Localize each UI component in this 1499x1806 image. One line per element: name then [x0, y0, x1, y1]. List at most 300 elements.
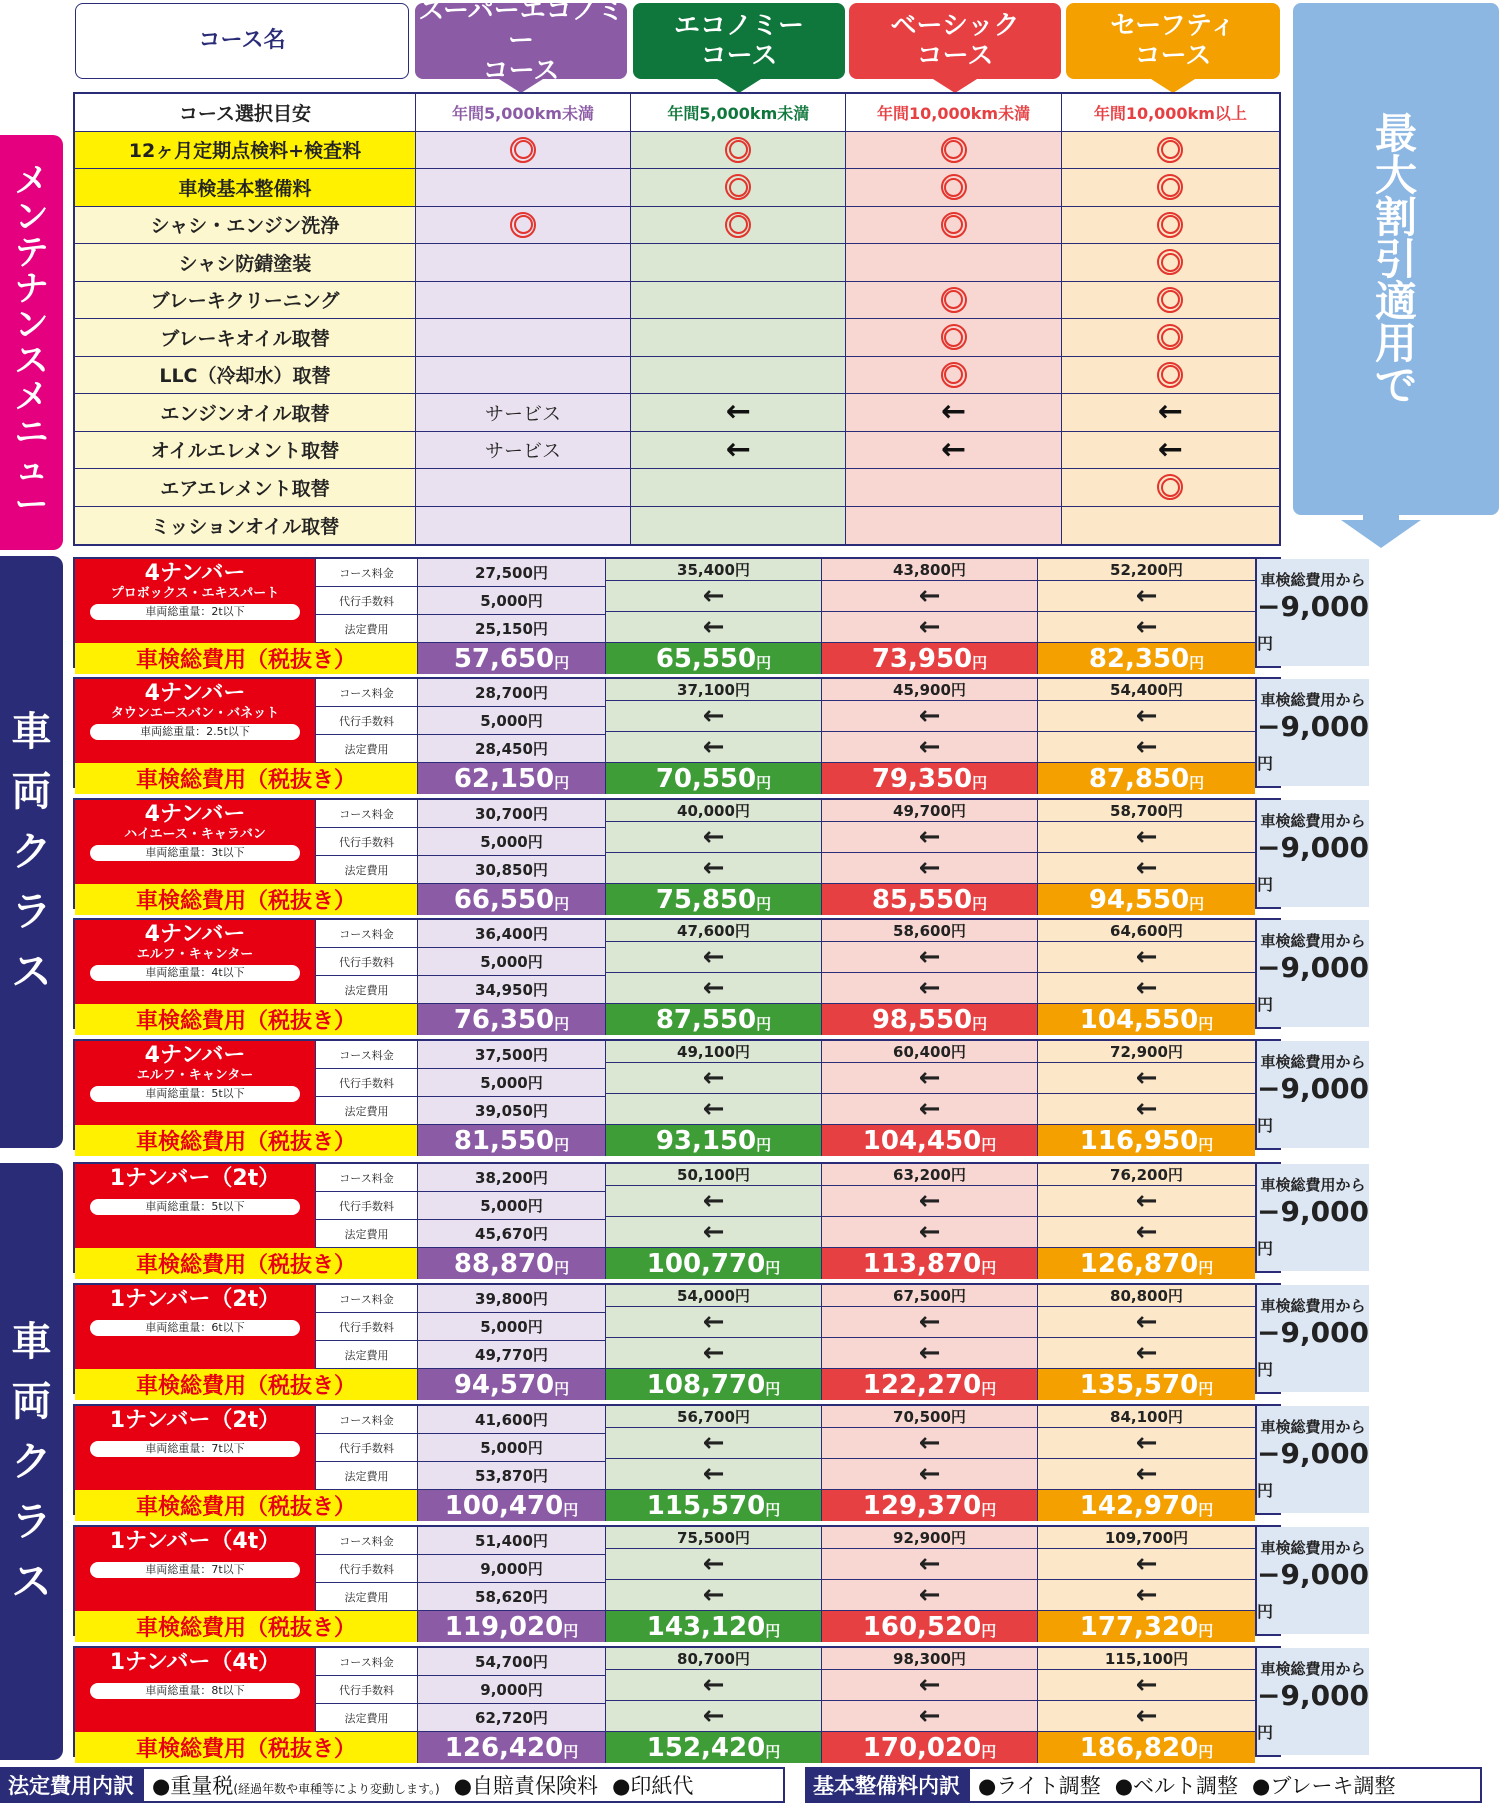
price-columns: [417, 1164, 1255, 1248]
price-column: [605, 559, 821, 643]
price-area: [75, 1527, 1255, 1642]
maintenance-row: [75, 507, 1279, 545]
row-header: 法定費用: [316, 735, 417, 763]
same-as-left-arrow-icon: ←: [606, 973, 821, 1004]
total-price: [1037, 1732, 1255, 1763]
double-circle-icon: [941, 287, 967, 313]
discount-cell: [1255, 1285, 1369, 1392]
total-price: [417, 1125, 605, 1156]
legal-item-weight-tax: ●重量税(経過年数や車種等により変動します。): [152, 1774, 440, 1798]
double-circle-icon: [1157, 474, 1183, 500]
row-header: コース料金: [316, 559, 417, 587]
total-amount: 70,550: [655, 763, 757, 794]
yen-unit: 円: [972, 895, 988, 913]
included-mark: [846, 207, 1061, 244]
same-as-left: [1062, 432, 1279, 469]
price-column: [1037, 920, 1255, 1004]
row-headers: [315, 559, 417, 643]
same-as-left-arrow-icon: ←: [1038, 1063, 1255, 1094]
total-amount: 93,150: [655, 1125, 757, 1156]
price-column: [417, 1285, 605, 1369]
row-headers: [315, 1527, 417, 1611]
banner-char: で: [1374, 361, 1417, 410]
row-headers: [315, 920, 417, 1004]
course-fee: 45,900円: [822, 679, 1037, 701]
included-mark: [846, 169, 1061, 206]
row-header: 代行手数料: [316, 828, 417, 856]
maintenance-item-label: LLC（冷却水）取替: [75, 357, 416, 394]
discount-amount: −9,000円: [1257, 590, 1370, 653]
price-column: [821, 1527, 1037, 1611]
price-column: [605, 1041, 821, 1125]
yen-unit: 円: [1198, 1380, 1214, 1398]
same-as-left-arrow-icon: ←: [606, 1186, 821, 1217]
double-circle-icon: [1157, 287, 1183, 313]
course-fee: 76,200円: [1038, 1164, 1255, 1186]
price-column: [417, 1648, 605, 1732]
maintenance-item-label: コース選択目安: [75, 94, 416, 131]
course-fee: 51,400円: [418, 1527, 605, 1555]
same-as-left-arrow-icon: ←: [606, 1549, 821, 1580]
total-price: [605, 643, 821, 674]
vehicle-title: 1ナンバー（2t）: [109, 1166, 281, 1191]
price-area: [75, 1164, 1255, 1279]
included-mark: [1062, 282, 1279, 319]
total-label: 車検総費用（税抜き）: [75, 643, 417, 674]
vehicle-price-block: [73, 1039, 1370, 1156]
same-as-left-arrow-icon: ←: [1038, 942, 1255, 973]
course-guide: 年間10,000km以上: [1062, 94, 1279, 131]
total-amount: 135,570: [1079, 1369, 1199, 1400]
row-header: 法定費用: [316, 1220, 417, 1248]
course-fee: 47,600円: [606, 920, 821, 942]
price-column: [417, 800, 605, 884]
row-header: コース料金: [316, 1406, 417, 1434]
agency-fee: 5,000円: [418, 1192, 605, 1220]
total-label: 車検総費用（税抜き）: [75, 1369, 417, 1400]
legal-fee: 28,450円: [418, 735, 605, 763]
double-circle-icon: [725, 137, 751, 163]
course-fee: 36,400円: [418, 920, 605, 948]
total-amount: 104,450: [862, 1125, 982, 1156]
double-circle-icon: [1157, 249, 1183, 275]
course-fee: 64,600円: [1038, 920, 1255, 942]
maintenance-row: [75, 94, 1279, 132]
price-rows: [75, 1164, 1255, 1248]
agency-fee: 5,000円: [418, 1069, 605, 1097]
double-circle-icon: [725, 174, 751, 200]
yen-unit: 円: [554, 1380, 570, 1398]
discount-cell: [1255, 679, 1369, 786]
discount-amount: −9,000円: [1257, 951, 1370, 1014]
price-column: [605, 1406, 821, 1490]
yen-unit: 円: [554, 895, 570, 913]
total-label: 車検総費用（税抜き）: [75, 1125, 417, 1156]
price-column: [417, 1406, 605, 1490]
vehicle-models: ハイエース・キャラバン: [124, 827, 266, 842]
empty-cell: [631, 319, 846, 356]
total-price: [417, 1611, 605, 1642]
price-column: [821, 1041, 1037, 1125]
same-as-left-arrow-icon: ←: [606, 1217, 821, 1248]
yen-unit: 円: [563, 1743, 579, 1761]
same-as-left-arrow-icon: ←: [822, 1338, 1037, 1369]
vehicle-models: プロボックス・エキスパート: [110, 586, 280, 601]
price-columns: [417, 559, 1255, 643]
total-amount: 186,820: [1079, 1732, 1199, 1763]
same-as-left-arrow-icon: ←: [1038, 1307, 1255, 1338]
same-as-left-arrow-icon: ←: [822, 1428, 1037, 1459]
same-as-left-arrow-icon: ←: [1038, 1580, 1255, 1611]
same-as-left-arrow-icon: ←: [822, 1217, 1037, 1248]
course-name-line2: コース: [482, 56, 560, 86]
total-label: 車検総費用（税抜き）: [75, 1611, 417, 1642]
included-mark: [1062, 469, 1279, 506]
total-price: [417, 1732, 605, 1763]
price-column: [417, 679, 605, 763]
double-circle-icon: [941, 174, 967, 200]
course-fee: 39,800円: [418, 1285, 605, 1313]
same-as-left-arrow-icon: ←: [822, 1459, 1037, 1490]
discount-cell: [1255, 800, 1369, 907]
course-header-2: [849, 3, 1061, 79]
discount-amount: −9,000円: [1257, 1558, 1370, 1621]
total-amount: 170,020: [862, 1732, 982, 1763]
total-row: [75, 1611, 1255, 1642]
price-columns: [417, 1648, 1255, 1732]
total-amount: 88,870: [453, 1248, 555, 1279]
same-as-left-arrow-icon: ←: [606, 1307, 821, 1338]
course-fee: 40,000円: [606, 800, 821, 822]
course-name-line2: コース: [916, 41, 994, 71]
same-as-left-arrow-icon: ←: [1038, 822, 1255, 853]
legal-fee: 49,770円: [418, 1341, 605, 1369]
price-rows: [75, 559, 1255, 643]
double-circle-icon: [1157, 324, 1183, 350]
same-as-left-arrow-icon: ←: [822, 1063, 1037, 1094]
same-as-left-arrow-icon: ←: [822, 1701, 1037, 1732]
yen-unit: 円: [554, 654, 570, 672]
total-price: [605, 1248, 821, 1279]
yen-unit: 円: [554, 1015, 570, 1033]
vehicle-price-block: [73, 1162, 1370, 1279]
total-price: [1037, 643, 1255, 674]
yen-unit: 円: [981, 1743, 997, 1761]
price-rows: [75, 920, 1255, 1004]
total-amount: 122,270: [862, 1369, 982, 1400]
discount-amount: −9,000円: [1257, 831, 1370, 894]
discount-text: 車検総費用から: [1260, 812, 1366, 830]
total-amount: 129,370: [862, 1490, 982, 1521]
same-as-left-arrow-icon: ←: [822, 1094, 1037, 1125]
total-label: 車検総費用（税抜き）: [75, 1732, 417, 1763]
banner-down-arrow-icon: [1341, 520, 1421, 548]
sidebar-char: ラ: [11, 889, 52, 935]
yen-unit: 円: [1198, 1622, 1214, 1640]
maintenance-row: [75, 432, 1279, 470]
vehicle-weight: 車両総重量：8t以下: [90, 1683, 300, 1699]
maintenance-item-label: ブレーキオイル取替: [75, 319, 416, 356]
vehicle-title: 4ナンバー: [144, 1043, 246, 1068]
vehicle-title: 1ナンバー（2t）: [109, 1408, 281, 1433]
discount-cell: [1255, 1648, 1369, 1755]
course-fee: 35,400円: [606, 559, 821, 581]
legal-fee-breakdown: [0, 1767, 785, 1803]
yen-unit: 円: [981, 1136, 997, 1154]
price-area: [75, 1648, 1255, 1763]
vehicle-title: 4ナンバー: [144, 681, 246, 706]
course-fee: 43,800円: [822, 559, 1037, 581]
same-as-left-arrow-icon: ←: [822, 581, 1037, 612]
double-circle-icon: [510, 212, 536, 238]
total-amount: 115,570: [646, 1490, 766, 1521]
banner-char: 割: [1374, 193, 1417, 242]
discount-text: 車検総費用から: [1260, 932, 1366, 950]
vehicle-weight: 車両総重量：7t以下: [90, 1441, 300, 1457]
included-mark: [631, 169, 846, 206]
price-column: [1037, 679, 1255, 763]
total-price: [417, 763, 605, 794]
discount-text: 車検総費用から: [1260, 1418, 1366, 1436]
vehicle-weight: 車両総重量：4t以下: [90, 965, 300, 981]
total-price: [821, 643, 1037, 674]
row-header: 代行手数料: [316, 1313, 417, 1341]
agency-fee: 9,000円: [418, 1555, 605, 1583]
maintenance-item-label: シャシ・エンジン洗浄: [75, 207, 416, 244]
total-amount: 177,320: [1079, 1611, 1199, 1642]
sidebar-char: メ: [14, 376, 49, 417]
price-rows: [75, 1648, 1255, 1732]
legal-fee-label: 法定費用内訳: [0, 1767, 142, 1803]
price-column: [417, 559, 605, 643]
course-fee: 67,500円: [822, 1285, 1037, 1307]
price-column: [417, 1527, 605, 1611]
total-amount: 65,550: [655, 643, 757, 674]
included-mark: [631, 132, 846, 169]
same-as-left-arrow-icon: ←: [1038, 1549, 1255, 1580]
service-text: サービス: [416, 432, 631, 469]
total-label: 車検総費用（税抜き）: [75, 1248, 417, 1279]
same-as-left: [1062, 394, 1279, 431]
total-amount: 108,770: [646, 1369, 766, 1400]
agency-fee: 5,000円: [418, 587, 605, 615]
banner-char: 用: [1374, 319, 1417, 368]
empty-cell: [416, 507, 631, 545]
vehicle-price-block: [73, 1646, 1370, 1763]
row-header: 代行手数料: [316, 948, 417, 976]
price-area: [75, 559, 1255, 674]
same-as-left-arrow-icon: ←: [1038, 701, 1255, 732]
total-amount: 94,550: [1088, 884, 1190, 915]
row-header: 法定費用: [316, 856, 417, 884]
price-column: [605, 920, 821, 1004]
total-row: [75, 643, 1255, 674]
row-headers: [315, 1285, 417, 1369]
row-header: 法定費用: [316, 1097, 417, 1125]
vehicle-title: 1ナンバー（4t）: [109, 1529, 281, 1554]
sidebar-char: ク: [11, 829, 52, 875]
total-row: [75, 1125, 1255, 1156]
total-amount: 119,020: [444, 1611, 564, 1642]
same-as-left-arrow-icon: ←: [1038, 612, 1255, 643]
yen-unit: 円: [765, 1259, 781, 1277]
double-circle-icon: [510, 137, 536, 163]
price-columns: [417, 1041, 1255, 1125]
banner-char: 大: [1374, 151, 1417, 200]
empty-cell: [631, 507, 846, 545]
yen-unit: 円: [981, 1501, 997, 1519]
vehicle-title: 4ナンバー: [144, 802, 246, 827]
price-column: [1037, 1041, 1255, 1125]
row-header: 代行手数料: [316, 1434, 417, 1462]
course-fee: 50,100円: [606, 1164, 821, 1186]
yen-unit: 円: [563, 1622, 579, 1640]
same-as-left-arrow-icon: ←: [606, 1701, 821, 1732]
total-price: [821, 1125, 1037, 1156]
row-header: 法定費用: [316, 1704, 417, 1732]
total-amount: 160,520: [862, 1611, 982, 1642]
course-header-1: [633, 3, 845, 79]
empty-cell: [631, 357, 846, 394]
basic-maintenance-label: 基本整備料内訳: [805, 1767, 968, 1803]
course-fee: 49,700円: [822, 800, 1037, 822]
double-circle-icon: [1157, 212, 1183, 238]
price-rows: [75, 1041, 1255, 1125]
same-as-left-arrow-icon: ←: [822, 1307, 1037, 1338]
yen-unit: 円: [554, 774, 570, 792]
vehicle-title: 4ナンバー: [144, 922, 246, 947]
course-name-line2: コース: [1134, 41, 1212, 71]
row-header: 法定費用: [316, 1341, 417, 1369]
sidebar-char: ス: [14, 340, 49, 381]
same-as-left-arrow-icon: ←: [606, 581, 821, 612]
legal-fee: 25,150円: [418, 615, 605, 643]
price-column: [821, 1648, 1037, 1732]
total-amount: 66,550: [453, 884, 555, 915]
maintenance-row: [75, 169, 1279, 207]
included-mark: [846, 319, 1061, 356]
price-area: [75, 1041, 1255, 1156]
empty-cell: [1062, 507, 1279, 545]
vehicle-price-block: [73, 1404, 1370, 1521]
total-price: [1037, 1611, 1255, 1642]
total-row: [75, 1004, 1255, 1035]
total-amount: 113,870: [862, 1248, 982, 1279]
empty-cell: [416, 244, 631, 281]
row-headers: [315, 1406, 417, 1490]
price-column: [1037, 1164, 1255, 1248]
total-price: [1037, 1490, 1255, 1521]
yen-unit: 円: [1189, 774, 1205, 792]
total-row: [75, 1490, 1255, 1521]
course-name-line1: スーパーエコノミー: [418, 0, 624, 56]
course-fee: 58,600円: [822, 920, 1037, 942]
total-price: [821, 1490, 1037, 1521]
vehicle-label: [75, 1041, 315, 1125]
price-columns: [417, 1285, 1255, 1369]
total-price: [1037, 763, 1255, 794]
vehicle-price-block: [73, 557, 1370, 674]
double-circle-icon: [941, 324, 967, 350]
yen-unit: 円: [756, 1136, 772, 1154]
price-column: [821, 559, 1037, 643]
course-name-line1: エコノミー: [673, 11, 804, 41]
sidebar-char: メ: [14, 160, 49, 201]
course-fee: 75,500円: [606, 1527, 821, 1549]
total-price: [605, 1611, 821, 1642]
same-as-left-arrow-icon: ←: [822, 853, 1037, 884]
double-circle-icon: [941, 212, 967, 238]
course-fee: 37,500円: [418, 1041, 605, 1069]
discount-amount: −9,000円: [1257, 1437, 1370, 1500]
discount-text: 車検総費用から: [1260, 1660, 1366, 1678]
row-headers: [315, 1164, 417, 1248]
sidebar-char: ナ: [14, 268, 49, 309]
price-column: [821, 1164, 1037, 1248]
price-column: [605, 1527, 821, 1611]
total-row: [75, 1732, 1255, 1763]
empty-cell: [846, 507, 1061, 545]
price-rows: [75, 1527, 1255, 1611]
total-label: 車検総費用（税抜き）: [75, 884, 417, 915]
same-as-left-arrow-icon: ←: [606, 1094, 821, 1125]
sidebar-char: 両: [11, 769, 52, 815]
included-mark: [846, 132, 1061, 169]
total-price: [1037, 884, 1255, 915]
agency-fee: 5,000円: [418, 707, 605, 735]
same-as-left-arrow-icon: ←: [1038, 1217, 1255, 1248]
course-fee: 92,900円: [822, 1527, 1037, 1549]
legal-fee: 39,050円: [418, 1097, 605, 1125]
same-as-left-arrow-icon: ←: [606, 1063, 821, 1094]
total-price: [417, 1490, 605, 1521]
vehicle-label: [75, 800, 315, 884]
agency-fee: 5,000円: [418, 828, 605, 856]
yen-unit: 円: [554, 1259, 570, 1277]
row-header: 代行手数料: [316, 1555, 417, 1583]
basic-item-light: ●ライト調整: [978, 1774, 1101, 1798]
yen-unit: 円: [756, 895, 772, 913]
total-price: [605, 1125, 821, 1156]
yen-unit: 円: [1198, 1743, 1214, 1761]
price-column: [1037, 1285, 1255, 1369]
vehicle-weight: 車両総重量：2.5t以下: [90, 724, 300, 740]
total-row: [75, 1248, 1255, 1279]
same-as-left-arrow-icon: ←: [1038, 1670, 1255, 1701]
price-column: [1037, 1527, 1255, 1611]
included-mark: [416, 207, 631, 244]
total-row: [75, 884, 1255, 915]
total-amount: 57,650: [453, 643, 555, 674]
price-column: [1037, 800, 1255, 884]
sidebar-char: ュ: [14, 448, 49, 489]
course-guide: 年間5,000km未満: [416, 94, 631, 131]
yen-unit: 円: [1198, 1259, 1214, 1277]
maintenance-item-label: オイルエレメント取替: [75, 432, 416, 469]
vehicle-title: 4ナンバー: [144, 561, 246, 586]
basic-item-brake: ●ブレーキ調整: [1252, 1774, 1396, 1798]
yen-unit: 円: [1198, 1136, 1214, 1154]
price-column: [821, 679, 1037, 763]
total-amount: 126,870: [1079, 1248, 1199, 1279]
total-amount: 116,950: [1079, 1125, 1199, 1156]
row-header: 代行手数料: [316, 1192, 417, 1220]
total-amount: 82,350: [1088, 643, 1190, 674]
total-amount: 98,550: [871, 1004, 973, 1035]
left-arrow-icon: ←: [725, 394, 751, 430]
course-fee: 98,300円: [822, 1648, 1037, 1670]
vehicle-label: [75, 1285, 315, 1369]
